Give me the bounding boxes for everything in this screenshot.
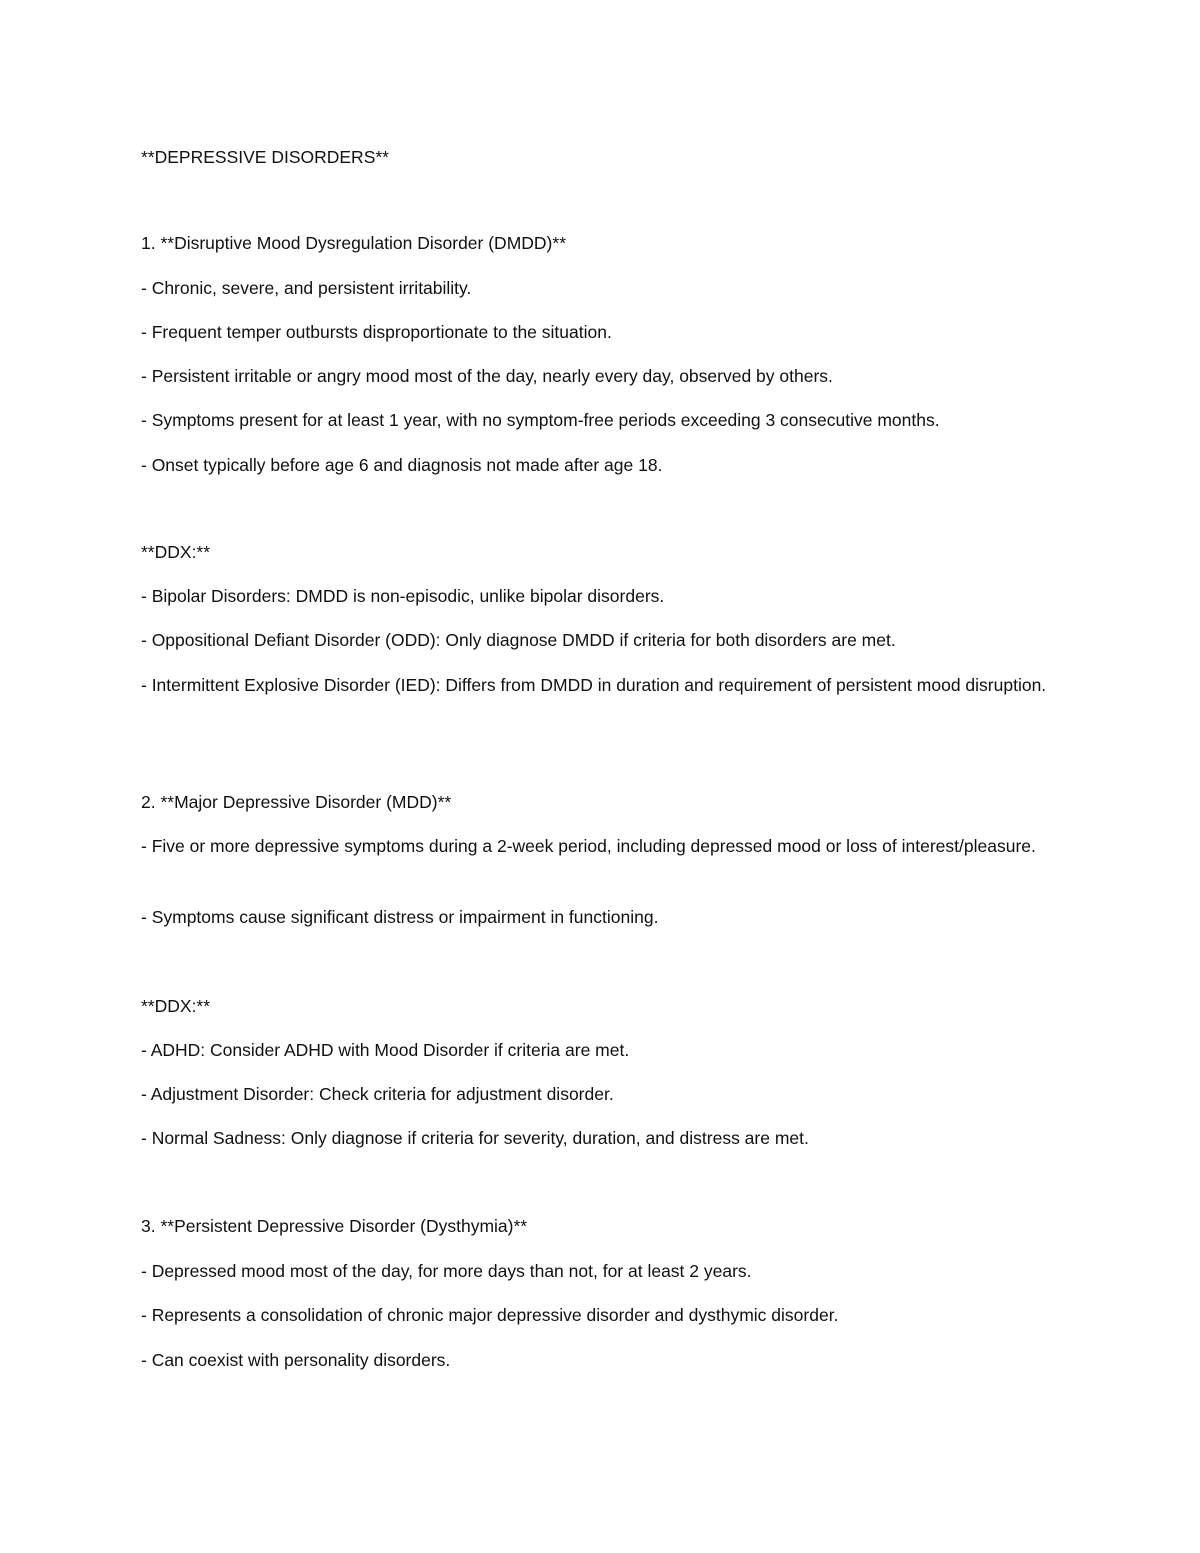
mdd-ddx-2: - Adjustment Disorder: Check criteria for adjustment disorder. bbox=[141, 1084, 614, 1104]
dmdd-criterion-3: - Persistent irritable or angry mood most of the day, nearly every day, observed by others. bbox=[141, 366, 833, 386]
mdd-ddx-label: **DDX:** bbox=[141, 996, 211, 1016]
dmdd-criterion-4: - Symptoms present for at least 1 year, with no symptom-free periods exceeding 3 consecutive months. bbox=[141, 410, 940, 430]
dmdd-ddx-label: **DDX:** bbox=[141, 542, 211, 562]
dmdd-heading: 1. **Disruptive Mood Dysregulation Disorder (DMDD)** bbox=[141, 233, 566, 253]
mdd-criterion-1: - Five or more depressive symptoms during a 2-week period, including depressed mood or loss of interest/pleasure. bbox=[141, 836, 1036, 856]
dmdd-criterion-1: - Chronic, severe, and persistent irritability. bbox=[141, 278, 472, 298]
pdd-criterion-2: - Represents a consolidation of chronic major depressive disorder and dysthymic disorder. bbox=[141, 1305, 839, 1325]
pdd-criterion-1: - Depressed mood most of the day, for more days than not, for at least 2 years. bbox=[141, 1261, 752, 1281]
pdd-criterion-3: - Can coexist with personality disorders. bbox=[141, 1350, 451, 1370]
mdd-criterion-2: - Symptoms cause significant distress or impairment in functioning. bbox=[141, 907, 659, 927]
pdd-heading: 3. **Persistent Depressive Disorder (Dysthymia)** bbox=[141, 1216, 528, 1236]
mdd-heading: 2. **Major Depressive Disorder (MDD)** bbox=[141, 792, 452, 812]
dmdd-criterion-5: - Onset typically before age 6 and diagnosis not made after age 18. bbox=[141, 455, 663, 475]
dmdd-ddx-1: - Bipolar Disorders: DMDD is non-episodic, unlike bipolar disorders. bbox=[141, 586, 665, 606]
dmdd-ddx-3: - Intermittent Explosive Disorder (IED): Differs from DMDD in duration and requirement of persistent mood disruption. bbox=[141, 675, 1047, 695]
mdd-ddx-1: - ADHD: Consider ADHD with Mood Disorder if criteria are met. bbox=[141, 1040, 630, 1060]
dmdd-ddx-2: - Oppositional Defiant Disorder (ODD): Only diagnose DMDD if criteria for both disorders are met. bbox=[141, 630, 896, 650]
mdd-ddx-3: - Normal Sadness: Only diagnose if criteria for severity, duration, and distress are met. bbox=[141, 1128, 809, 1148]
document-title: **DEPRESSIVE DISORDERS** bbox=[141, 147, 389, 167]
dmdd-criterion-2: - Frequent temper outbursts disproportionate to the situation. bbox=[141, 322, 612, 342]
